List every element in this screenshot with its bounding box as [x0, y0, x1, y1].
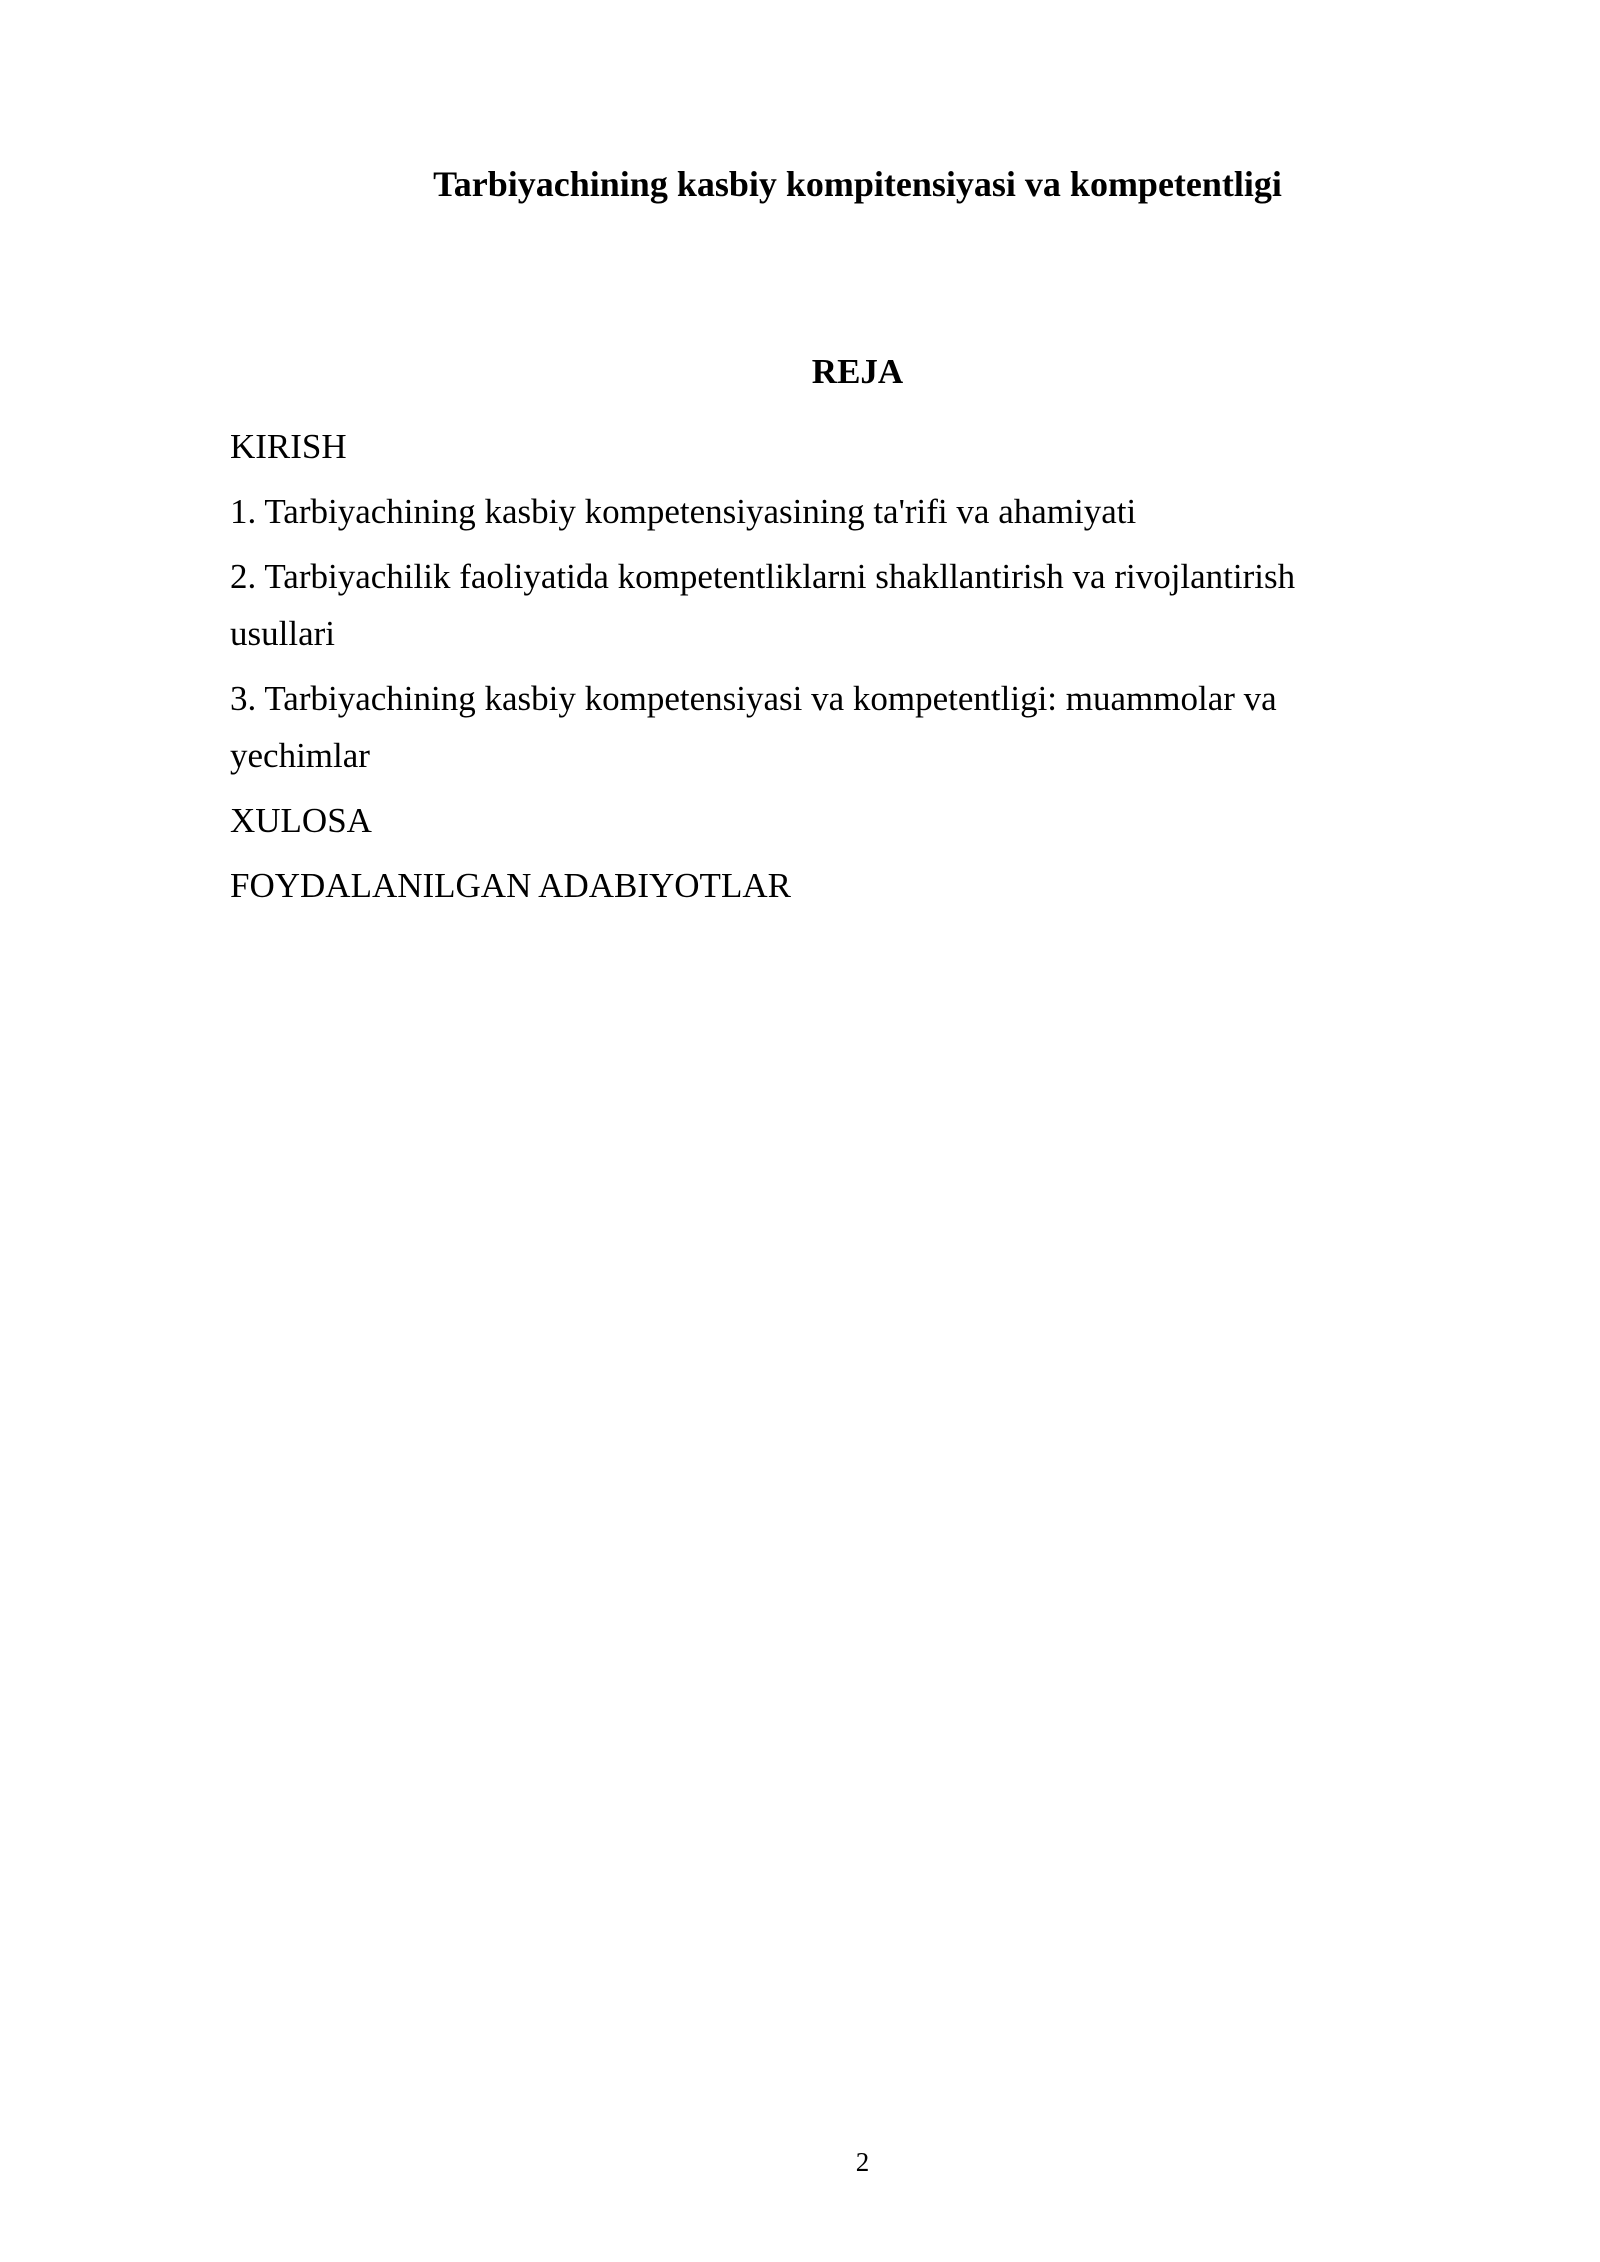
- plan-item-introduction: KIRISH: [230, 427, 347, 466]
- plan-item-1: 1. Tarbiyachining kasbiy kompetensiyasining ta'rifi va ahamiyati: [230, 492, 1137, 531]
- plan-list: [230, 418, 1390, 922]
- plan-heading: REJA: [811, 352, 904, 391]
- page-number: 2: [855, 2147, 870, 2177]
- document-title: Tarbiyachining kasbiy kompitensiyasi va kompetentligi: [433, 164, 1282, 204]
- plan-item-conclusion: XULOSA: [230, 801, 372, 840]
- plan-item-3: 3. Tarbiyachining kasbiy kompetensiyasi va kompetentligi: muammolar va yechimlar: [230, 679, 1277, 775]
- plan-item-references: FOYDALANILGAN ADABIYOTLAR: [230, 866, 791, 905]
- plan-item-2: 2. Tarbiyachilik faoliyatida kompetentliklarni shakllantirish va rivojlantirish usullari: [230, 557, 1296, 653]
